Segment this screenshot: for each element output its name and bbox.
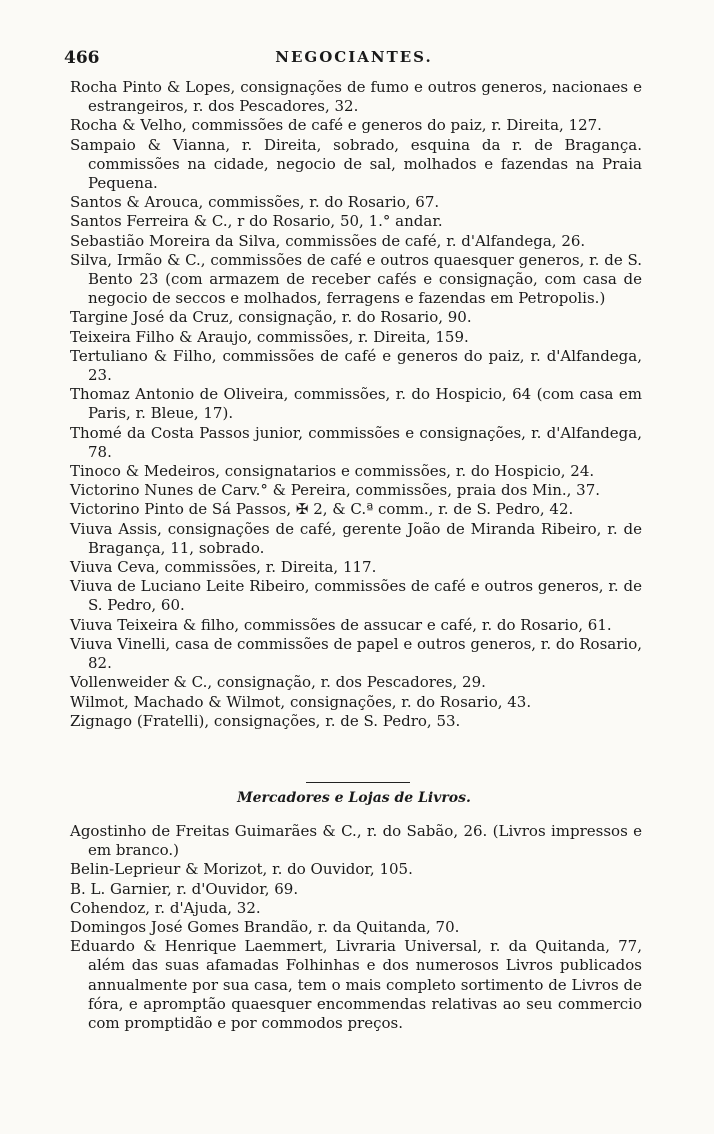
list-item: Tinoco & Medeiros, consignatarios e commissões, r. do Hospicio, 24. [70,462,595,481]
merchant-list [70,78,642,731]
list-item: Domingos José Gomes Brandão, r. da Quitanda, 70. [70,918,460,937]
list-item: Rocha Pinto & Lopes, consignações de fumo e outros generos, nacionaes e estrangeiros, r. dos Pescadores, 32. [70,78,642,116]
list-item: Viuva Vinelli, casa de commissões de papel e outros generos, r. do Rosario, 82. [70,634,642,673]
section-divider [306,782,410,783]
list-item: Zignago (Fratelli), consignações, r. de S. Pedro, 53. [70,711,461,730]
list-item: Victorino Nunes de Carv.° & Pereira, commissões, praia dos Min., 37. [70,481,601,500]
list-item: Victorino Pinto de Sá Passos, ✠ 2, & C.ª comm., r. de S. Pedro, 42. [70,500,574,519]
list-item: Silva, Irmão & C., commissões de café e outros quaesquer generos, r. de S. Bento 23 (com armazem de receber cafés e consignação, com casa de negocio de seccos e molhados, ferragens e fazendas em Petropolis.) [70,250,642,308]
list-item: Cohendoz, r. d'Ajuda, 32. [70,898,261,917]
list-item: Santos & Arouca, commissões, r. do Rosario, 67. [70,193,440,212]
list-item: Viuva Teixeira & filho, commissões de assucar e café, r. do Rosario, 61. [70,615,612,634]
list-item: Vollenweider & C., consignação, r. dos Pescadores, 29. [70,673,486,692]
list-item: Viuva Assis, consignações de café, gerente João de Miranda Ribeiro, r. de Bragança, 11, sobrado. [70,519,642,557]
list-item: Targine José da Cruz, consignação, r. do Rosario, 90. [70,308,472,327]
list-item: Viuva Ceva, commissões, r. Direita, 117. [70,558,377,577]
list-item: Sampaio & Vianna, r. Direita, sobrado, esquina da r. de Bragança. commissões na cidade, negocio de sal, molhados e fazendas na Praia Pequena. [70,135,642,193]
list-item: Eduardo & Henrique Laemmert, Livraria Universal, r. da Quitanda, 77, além das suas afamadas Folhinhas e dos numerosos Livros publicados annualmente por sua casa, tem o mais completo sortimento de Livros de fóra, e apromptão quaesquer encommendas relativas ao seu commercio com promptidão e por commodos preços. [70,937,642,1033]
list-item: Thomaz Antonio de Oliveira, commissões, r. do Hospicio, 64 (com casa em Paris, r. Bleue, 17). [70,385,642,423]
running-head: NEGOCIANTES. [275,48,433,66]
list-item: Teixeira Filho & Araujo, commissões, r. Direita, 159. [70,327,469,346]
list-item: Agostinho de Freitas Guimarães & C., r. do Sabão, 26. (Livros impressos e em branco.) [70,822,642,860]
page-number: 466 [64,48,100,68]
list-item: Tertuliano & Filho, commissões de café e generos do paiz, r. d'Alfandega, 23. [70,346,642,385]
list-item: Viuva de Luciano Leite Ribeiro, commissões de café e outros generos, r. de S. Pedro, 60. [70,577,642,615]
list-item: Belin-Leprieur & Morizot, r. do Ouvidor, 105. [70,860,413,879]
list-item: Wilmot, Machado & Wilmot, consignações, r. do Rosario, 43. [70,692,532,711]
list-item: B. L. Garnier, r. d'Ouvidor, 69. [70,879,299,898]
list-item: Thomé da Costa Passos junior, commissões e consignações, r. d'Alfandega, 78. [70,423,642,461]
list-item: Santos Ferreira & C., r do Rosario, 50, 1.° andar. [70,212,443,231]
section-title: Mercadores e Lojas de Livros. [237,790,471,806]
list-item: Rocha & Velho, commissões de café e generos do paiz, r. Direita, 127. [70,116,602,135]
list-item: Sebastião Moreira da Silva, commissões de café, r. d'Alfandega, 26. [70,231,586,250]
bookseller-list [70,822,642,1033]
page-header [64,48,644,72]
